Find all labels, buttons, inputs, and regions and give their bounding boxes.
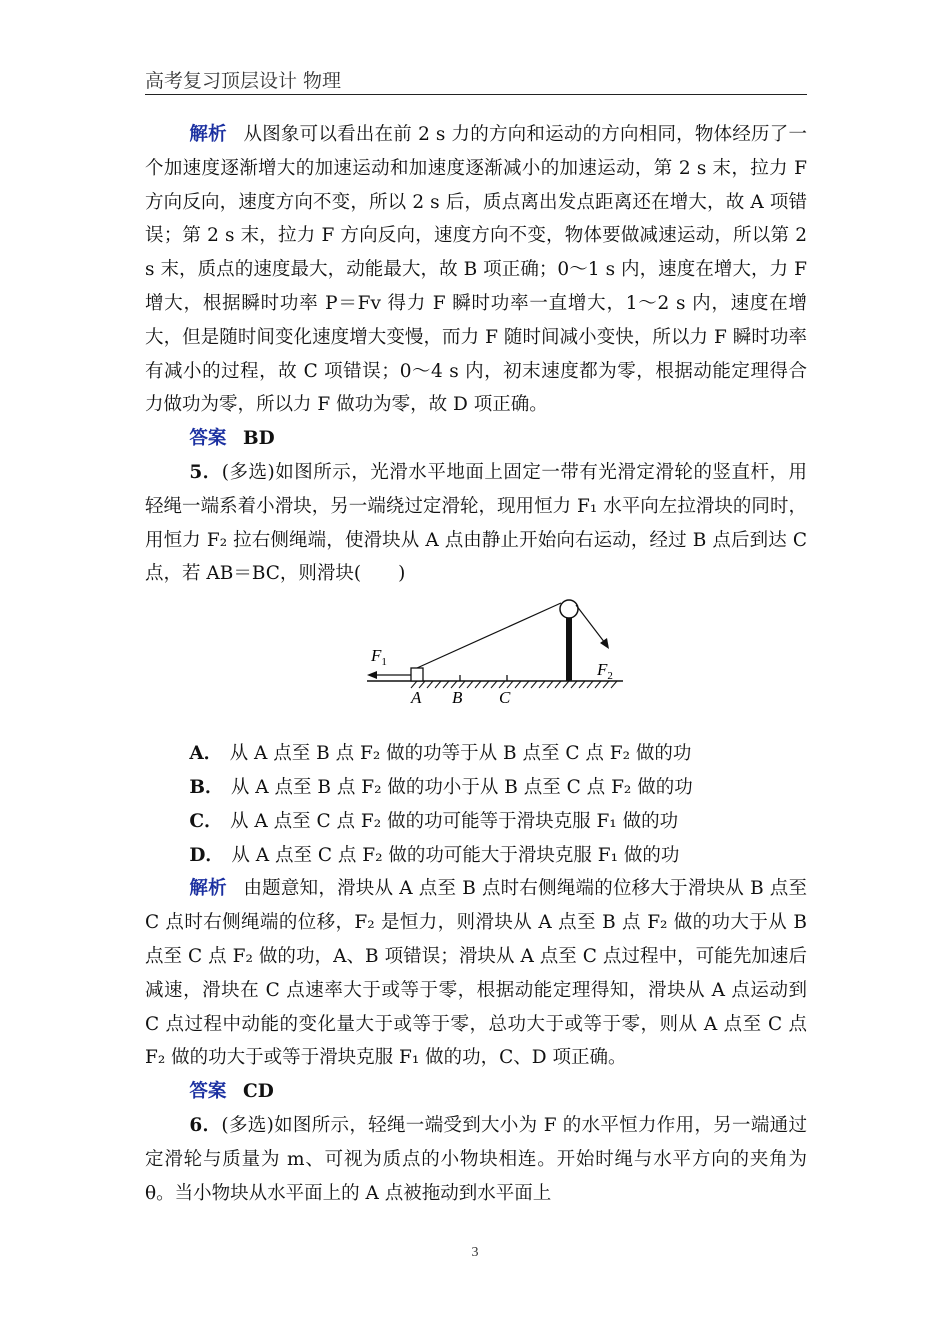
option-letter: D． xyxy=(189,844,224,866)
analysis-tag: 解析 xyxy=(189,878,227,900)
pulley-diagram xyxy=(145,595,807,735)
option-letter: C． xyxy=(189,810,223,832)
pulley xyxy=(560,600,578,618)
question-number: 6． xyxy=(189,1114,222,1136)
question-6 xyxy=(145,1109,807,1210)
analysis-text: 从图象可以看出在前 2 s 力的方向和运动的方向相同，物体经历了一个加速度逐渐增大的加速运动和加速度逐渐减小的加速运动，第 2 s 末，拉力 F 方向反向，速度方向不变，所以 2 s 后，质点离出发点距离还在增大，故 A 项错误；第 2 s 末，拉力 F 方向反向，速度方向不变，物体要做减速运动，所以第 2 s 末，质点的速度最大，动能最大，故 B 项正确；0～1 s 内，速度在增大，力 F 增大，根据瞬时功率 P＝Fv 得力 F 瞬时功率一直增大，1～2 s 内，速度在增大，但是随时间变化速度增大变慢，而力 F 随时间减小变快，所以力 F 瞬时功率有减小的过程，故 C 项错误；0～4 s 内，初末速度都为零，根据动能定理得合力做功为零，所以力 F 做功为零，故 D 项正确。 xyxy=(145,124,807,416)
analysis-paragraph-1 xyxy=(145,118,807,422)
rope-right xyxy=(576,605,605,643)
label-a: A xyxy=(411,688,422,708)
option-text: 从 A 点至 C 点 F₂ 做的功可能等于滑块克服 F₁ 做的功 xyxy=(230,810,679,832)
pulley-diagram-svg xyxy=(145,595,807,735)
question-text: (多选)如图所示，光滑水平地面上固定一带有光滑定滑轮的竖直杆，用轻绳一端系着小滑块，另一端绕过定滑轮，现用恒力 F₁ 水平向左拉滑块的同时，用恒力 F₂ 拉右侧绳端，使滑块从 A 点由静止开始向右运动，经过 B 点后到达 C 点，若 AB＝BC，则滑块( ) xyxy=(145,461,807,585)
analysis-paragraph-2 xyxy=(145,872,807,1075)
option-letter: A． xyxy=(189,743,223,765)
slider-block xyxy=(411,668,423,681)
answer-value: CD xyxy=(243,1081,274,1103)
label-f2: $F_2$ xyxy=(597,660,613,683)
analysis-text: 由题意知，滑块从 A 点至 B 点时右侧绳端的位移大于滑块从 B 点至 C 点时右侧绳端的位移，F₂ 是恒力，则滑块从 A 点至 B 点 F₂ 做的功大于从 B 点至 C 点 F₂ 做的功，A、B 项错误；滑块从 A 点至 C 点过程中，可能先加速后减速，滑块在 C 点速率大于或等于零，根据动能定理得知，滑块从 A 点运动到 C 点过程中动能的变化量大于或等于零，总功大于或等于零，则从 A 点至 C 点 F₂ 做的功大于或等于滑块克服 F₁ 做的功，C、D 项正确。 xyxy=(145,878,807,1069)
option-text: 从 A 点至 B 点 F₂ 做的功等于从 B 点至 C 点 F₂ 做的功 xyxy=(229,743,692,765)
question-5 xyxy=(145,456,807,591)
question-text: (多选)如图所示，轻绳一端受到大小为 F 的水平恒力作用，另一端通过定滑轮与质量为 m、可视为质点的小物块相连。开始时绳与水平方向的夹角为 θ。当小物块从水平面上的 A 点被拖动到水平面上 xyxy=(145,1114,808,1204)
option-a[interactable] xyxy=(145,737,807,771)
option-d[interactable] xyxy=(145,839,807,873)
header-title: 高考复习顶层设计 物理 xyxy=(145,70,342,92)
page-header xyxy=(145,66,807,95)
option-text: 从 A 点至 B 点 F₂ 做的功小于从 B 点至 C 点 F₂ 做的功 xyxy=(230,776,693,798)
answer-tag: 答案 xyxy=(189,428,227,450)
answer-tag: 答案 xyxy=(189,1081,227,1103)
analysis-tag: 解析 xyxy=(189,124,227,145)
option-text: 从 A 点至 C 点 F₂ 做的功可能大于滑块克服 F₁ 做的功 xyxy=(231,844,680,866)
answer-value: BD xyxy=(243,428,275,450)
question-number: 5． xyxy=(189,461,222,483)
ground-hatching xyxy=(411,681,617,688)
f2-arrowhead xyxy=(600,638,609,649)
vertical-pole xyxy=(566,617,572,681)
page-number: 3 xyxy=(471,1245,479,1260)
rope-left xyxy=(417,603,561,668)
answer-line-1 xyxy=(145,422,807,456)
page-content xyxy=(145,118,807,1210)
f1-arrowhead xyxy=(367,671,377,679)
option-letter: B． xyxy=(189,776,224,798)
label-c: C xyxy=(499,688,511,708)
option-b[interactable] xyxy=(145,771,807,805)
label-b: B xyxy=(452,688,463,708)
label-f1: $F_1$ xyxy=(371,646,387,669)
answer-line-2 xyxy=(145,1075,807,1109)
option-c[interactable] xyxy=(145,805,807,839)
